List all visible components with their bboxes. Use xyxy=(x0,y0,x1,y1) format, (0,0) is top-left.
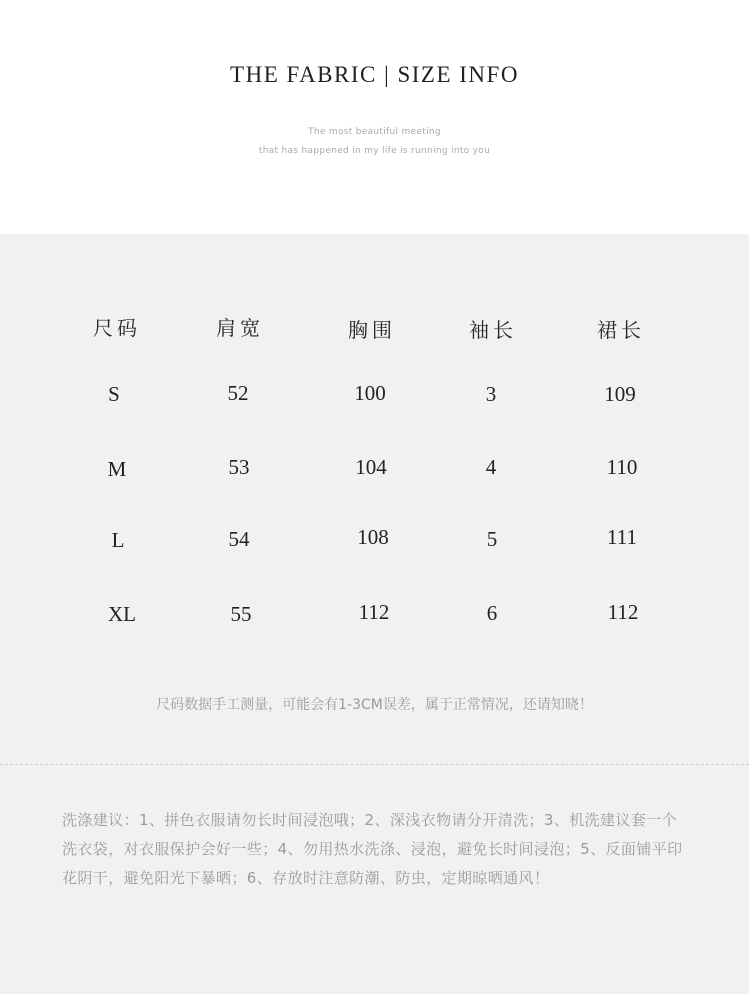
table-cell: 3 xyxy=(485,382,497,406)
column-header-skirt-length: 裙长 xyxy=(597,318,645,342)
table-cell: 108 xyxy=(357,525,389,549)
table-cell: 100 xyxy=(354,381,386,405)
header-section xyxy=(0,0,749,234)
column-header-shoulder: 肩宽 xyxy=(216,316,264,340)
table-cell: M xyxy=(107,457,127,481)
table-cell: 6 xyxy=(486,601,498,625)
column-header-sleeve: 袖长 xyxy=(469,318,517,342)
wash-instructions: 洗涤建议：1、拼色衣服请勿长时间浸泡哦；2、深浅衣物请分开清洗；3、机洗建议套一个洗衣袋，对衣服保护会好一些；4、勿用热水洗涤、浸泡，避免长时间浸泡；5、反面铺平印花阴干，避免阳光下暴晒；6、存放时注意防潮、防虫，定期晾晒通风！ xyxy=(62,811,683,887)
table-cell: XL xyxy=(108,602,136,626)
table-cell: 54 xyxy=(228,527,250,551)
subtitle-line-2: that has happened in my life is running into you xyxy=(258,146,491,156)
table-cell: 52 xyxy=(227,381,249,405)
table-cell: 111 xyxy=(607,525,637,549)
page-title: THE FABRIC | SIZE INFO xyxy=(230,62,519,87)
table-cell: 110 xyxy=(606,455,638,479)
column-header-bust: 胸围 xyxy=(348,318,396,342)
table-cell: 4 xyxy=(485,455,497,479)
subtitle-line-1: The most beautiful meeting xyxy=(308,127,441,137)
table-cell: 112 xyxy=(607,600,639,624)
table-cell: 112 xyxy=(358,600,390,624)
dashed-divider xyxy=(0,764,749,765)
table-cell: 5 xyxy=(486,527,498,551)
table-cell: 109 xyxy=(604,382,636,406)
table-cell: 55 xyxy=(230,602,252,626)
table-cell: 53 xyxy=(228,455,250,479)
table-cell: S xyxy=(108,382,120,406)
measurement-note: 尺码数据手工测量，可能会有1-3CM误差，属于正常情况，还请知晓！ xyxy=(156,697,593,713)
table-cell: L xyxy=(111,528,125,552)
column-header-size: 尺码 xyxy=(93,316,141,340)
table-cell: 104 xyxy=(355,455,387,479)
